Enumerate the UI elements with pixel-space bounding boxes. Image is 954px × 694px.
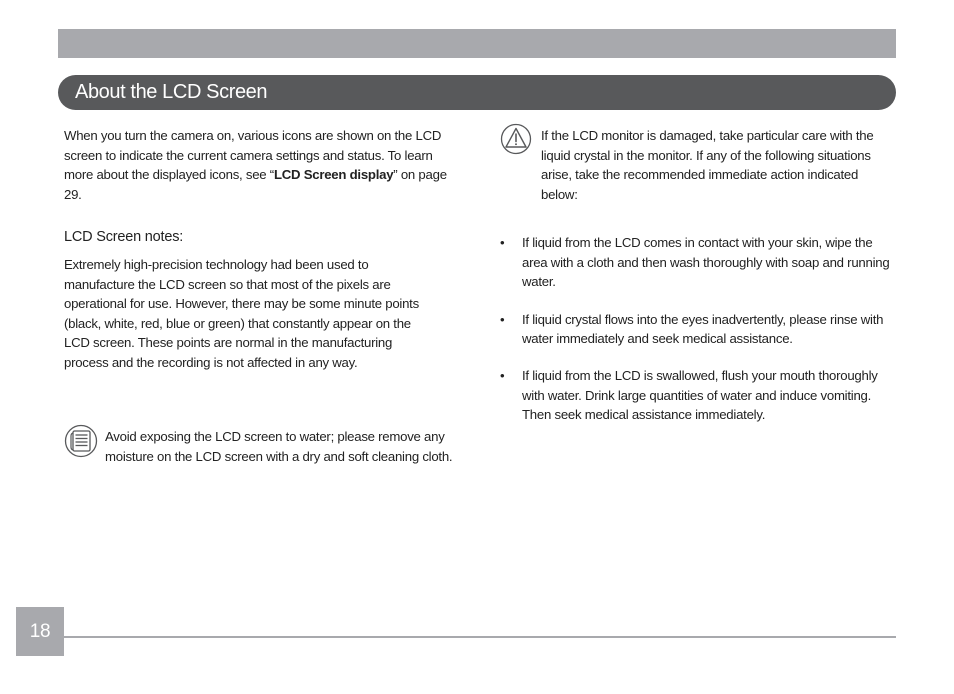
bullet-dot: •: [500, 367, 505, 383]
list-item-text: If liquid from the LCD comes in contact with your skin, wipe the area with a cloth and then wash thoroughly with soap and running water.: [522, 235, 890, 290]
bullet-dot: •: [500, 311, 505, 327]
list-item-text: If liquid crystal flows into the eyes inadvertently, please rinse with water immediately and seek medical assistance.: [522, 311, 884, 347]
list-item: [500, 233, 895, 292]
intro-text-start: When you turn the camera on, various icons are shown on the LCD screen to indicate the current camera settings and status. To learn more about the displayed icons, see “: [64, 128, 442, 183]
notes-heading: LCD Screen notes:: [64, 229, 184, 245]
page-number-box: [16, 607, 64, 656]
memo-note-icon: [64, 424, 98, 458]
list-item-text: If liquid from the LCD is swallowed, flush your mouth thoroughly with water. Drink large quantities of water and induce vomiting. Then seek medical assistance immediately.: [522, 367, 878, 423]
notes-paragraph: Extremely high-precision technology had been used to manufacture the LCD screen so that most of the pixels are operational for use. However, there may be some minute points (black, white, red, blue or green) that constantly appear on the LCD screen. These points are normal in the manufacturing process and the recording is not affected in any way.: [64, 257, 419, 370]
footer-rule: [64, 636, 896, 638]
warning-triangle-icon: [500, 122, 532, 156]
intro-reference: LCD Screen display: [273, 167, 394, 183]
section-header: [58, 75, 896, 110]
top-decorative-bar: [58, 29, 896, 58]
intro-paragraph: [64, 126, 459, 204]
intro-text-end: ” on page 29.: [64, 167, 447, 202]
page-number: 18: [29, 620, 51, 642]
warning-text: If the LCD monitor is damaged, take particular care with the liquid crystal in the monitor. If any of the following situations arise, take the recommended immediate action indicated below:: [541, 128, 874, 202]
precaution-list: [500, 233, 895, 443]
section-title: About the LCD Screen: [75, 81, 268, 103]
tip-text: Avoid exposing the LCD screen to water; please remove any moisture on the LCD screen with a dry and soft cleaning cloth.: [105, 429, 453, 464]
bullet-dot: •: [500, 235, 505, 250]
list-item: [500, 310, 895, 349]
list-item: [500, 366, 895, 425]
